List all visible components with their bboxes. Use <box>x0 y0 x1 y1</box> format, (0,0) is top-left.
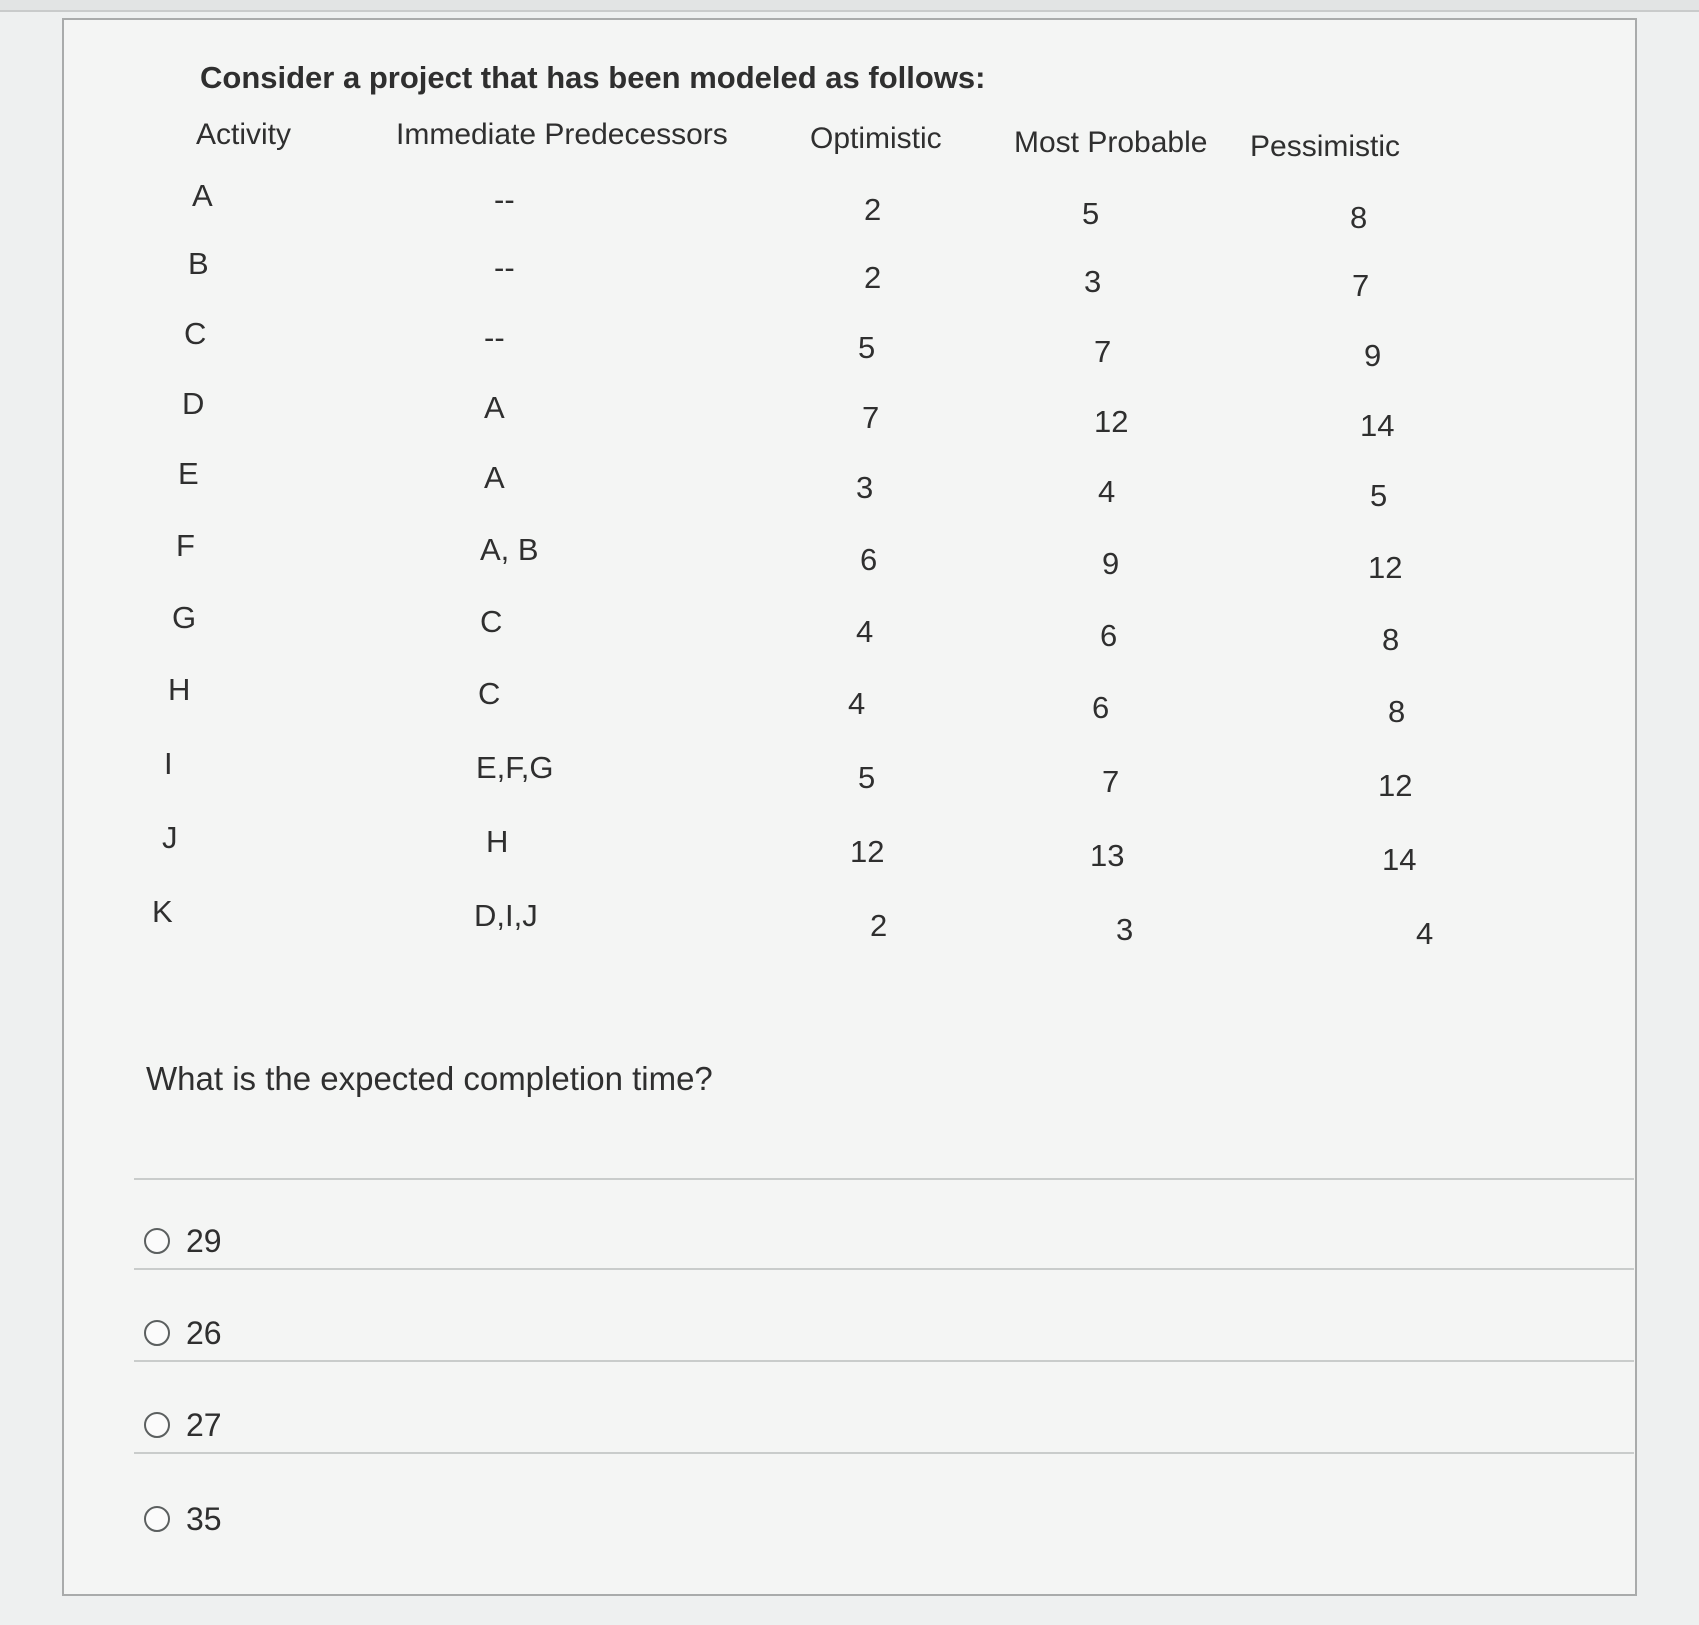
answer-option-26[interactable] <box>144 1308 222 1358</box>
divider <box>134 1178 1634 1180</box>
row-c-most-probable: 7 <box>1094 334 1112 369</box>
header-predecessors: Immediate Predecessors <box>396 118 728 151</box>
row-b-predecessors: -- <box>494 250 515 285</box>
row-g-optimistic: 4 <box>856 614 874 649</box>
row-j-predecessors: H <box>486 824 509 859</box>
row-d-activity: D <box>182 386 205 421</box>
row-i-optimistic: 5 <box>858 760 876 795</box>
row-h-most-probable: 6 <box>1092 690 1110 725</box>
answer-option-27[interactable] <box>144 1400 222 1450</box>
option-label: 35 <box>186 1500 222 1537</box>
row-e-activity: E <box>178 456 199 491</box>
option-label: 26 <box>186 1314 222 1351</box>
option-label: 27 <box>186 1406 222 1443</box>
radio-button[interactable] <box>144 1228 170 1254</box>
radio-button[interactable] <box>144 1506 170 1532</box>
row-c-activity: C <box>184 316 207 351</box>
row-a-activity: A <box>192 178 213 213</box>
radio-button[interactable] <box>144 1320 170 1346</box>
row-j-optimistic: 12 <box>850 834 885 869</box>
row-j-most-probable: 13 <box>1090 838 1125 873</box>
row-k-pessimistic: 4 <box>1416 916 1434 951</box>
row-j-pessimistic: 14 <box>1382 842 1417 877</box>
row-i-activity: I <box>164 746 173 781</box>
row-b-pessimistic: 7 <box>1352 268 1370 303</box>
top-strip <box>0 0 1699 12</box>
row-i-pessimistic: 12 <box>1378 768 1413 803</box>
row-b-most-probable: 3 <box>1084 264 1102 299</box>
row-k-predecessors: D,I,J <box>474 898 538 933</box>
row-g-predecessors: C <box>480 604 503 639</box>
row-a-predecessors: -- <box>494 182 515 217</box>
row-i-predecessors: E,F,G <box>476 750 554 785</box>
row-k-most-probable: 3 <box>1116 912 1134 947</box>
row-a-most-probable: 5 <box>1082 196 1100 231</box>
row-h-pessimistic: 8 <box>1388 694 1406 729</box>
question-card <box>62 18 1637 1596</box>
radio-button[interactable] <box>144 1412 170 1438</box>
divider <box>134 1360 1634 1362</box>
header-pessimistic: Pessimistic <box>1250 130 1401 163</box>
divider <box>134 1268 1634 1270</box>
header-activity: Activity <box>196 118 292 151</box>
option-label: 29 <box>186 1222 222 1259</box>
row-e-predecessors: A <box>484 460 505 495</box>
row-i-most-probable: 7 <box>1102 764 1120 799</box>
header-most-probable: Most Probable <box>1014 126 1208 159</box>
header-optimistic: Optimistic <box>810 122 942 155</box>
row-d-most-probable: 12 <box>1094 404 1129 439</box>
divider <box>134 1452 1634 1454</box>
answer-option-35[interactable] <box>144 1494 222 1544</box>
row-a-pessimistic: 8 <box>1350 200 1368 235</box>
row-b-optimistic: 2 <box>864 260 882 295</box>
row-f-pessimistic: 12 <box>1368 550 1403 585</box>
answer-option-29[interactable] <box>144 1216 222 1266</box>
row-f-predecessors: A, B <box>480 532 539 567</box>
row-g-activity: G <box>172 600 197 635</box>
question-intro: Consider a project that has been modeled as follows: <box>200 60 986 95</box>
row-d-optimistic: 7 <box>862 400 880 435</box>
row-a-optimistic: 2 <box>864 192 882 227</box>
row-g-pessimistic: 8 <box>1382 622 1400 657</box>
row-f-optimistic: 6 <box>860 542 878 577</box>
row-d-pessimistic: 14 <box>1360 408 1395 443</box>
row-b-activity: B <box>188 246 209 281</box>
row-h-predecessors: C <box>478 676 501 711</box>
row-h-activity: H <box>168 672 191 707</box>
row-f-most-probable: 9 <box>1102 546 1120 581</box>
row-k-optimistic: 2 <box>870 908 888 943</box>
row-d-predecessors: A <box>484 390 505 425</box>
row-c-pessimistic: 9 <box>1364 338 1382 373</box>
row-c-optimistic: 5 <box>858 330 876 365</box>
question-prompt: What is the expected completion time? <box>146 1060 713 1097</box>
row-h-optimistic: 4 <box>848 686 866 721</box>
row-e-pessimistic: 5 <box>1370 478 1388 513</box>
row-k-activity: K <box>152 894 173 929</box>
row-g-most-probable: 6 <box>1100 618 1118 653</box>
row-c-predecessors: -- <box>484 320 505 355</box>
row-e-optimistic: 3 <box>856 470 874 505</box>
row-f-activity: F <box>176 528 195 563</box>
row-j-activity: J <box>162 820 178 855</box>
row-e-most-probable: 4 <box>1098 474 1116 509</box>
